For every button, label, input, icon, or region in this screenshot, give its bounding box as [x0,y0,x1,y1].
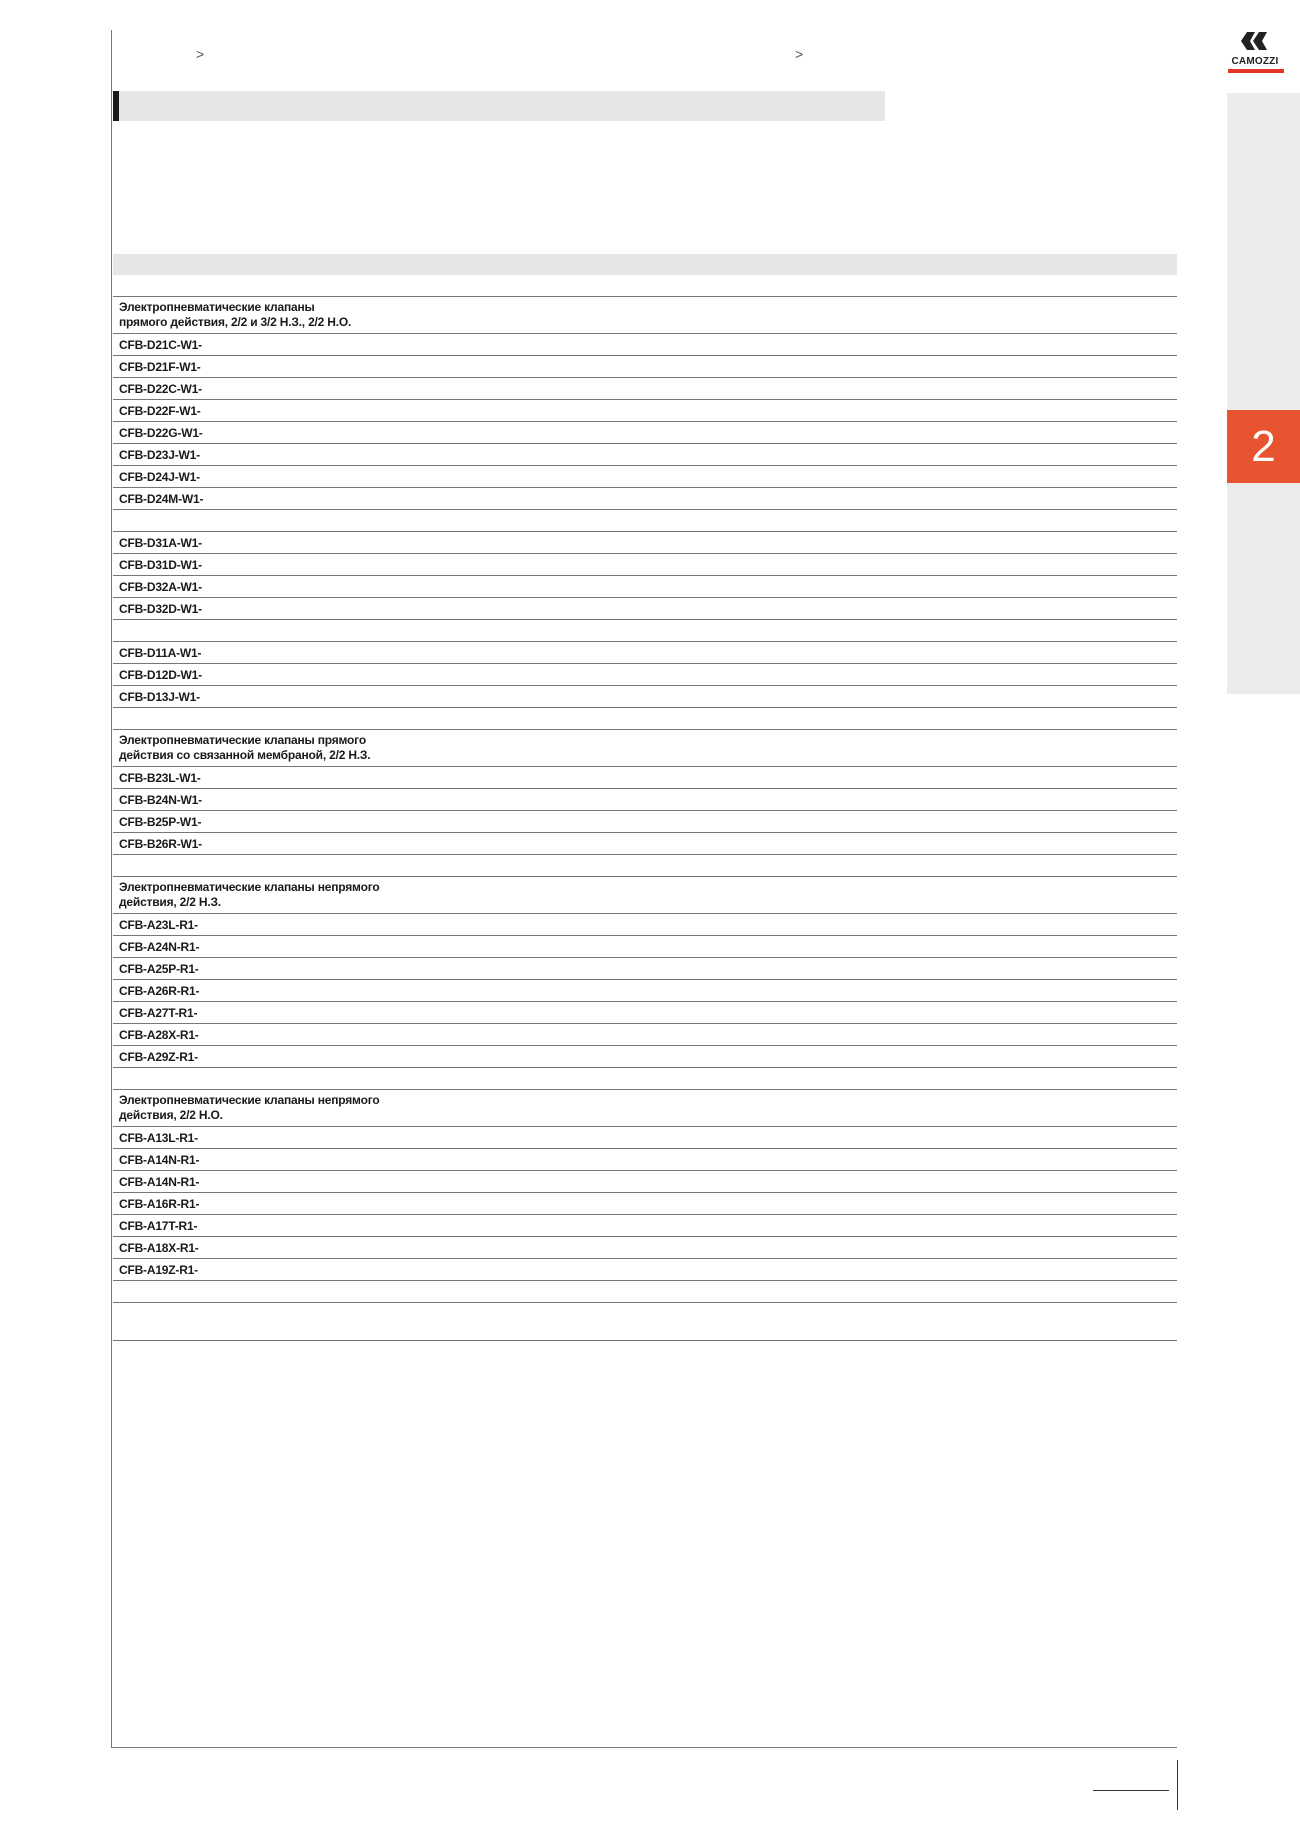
model-code: CFB-B24N-W1- [119,792,202,807]
model-code: CFB-A24N-R1- [119,939,200,954]
table-row [113,1237,1177,1259]
table-row [113,1046,1177,1068]
model-code: CFB-D32D-W1- [119,601,202,616]
table-row [113,488,1177,510]
table-blank-row [113,275,1177,297]
model-code: CFB-A18X-R1- [119,1240,199,1255]
breadcrumb-separator: > [795,46,804,62]
group-title: Электропневматические клапаны прямого действия со связанной мембраной, 2/2 Н.З. [119,733,371,762]
table-row [113,811,1177,833]
table-row [113,1171,1177,1193]
table-group-row [113,1090,1177,1127]
logo-red-bar [1228,69,1284,73]
table-row [113,1149,1177,1171]
model-code: CFB-D22F-W1- [119,403,201,418]
model-code: CFB-A25P-R1- [119,961,199,976]
group-title: Электропневматические клапаны непрямого действия, 2/2 Н.О. [119,1093,380,1122]
model-code: CFB-D21F-W1- [119,359,201,374]
table-row [113,576,1177,598]
table-row [113,400,1177,422]
table-blank-row [113,510,1177,532]
model-code: CFB-D12D-W1- [119,667,202,682]
table-row [113,422,1177,444]
model-code: CFB-A19Z-R1- [119,1262,198,1277]
table-row [113,914,1177,936]
model-code: CFB-D23J-W1- [119,447,200,462]
model-code: CFB-A16R-R1- [119,1196,200,1211]
table-row [113,958,1177,980]
table-blank-row [113,855,1177,877]
model-code: CFB-B25P-W1- [119,814,202,829]
model-code: CFB-B26R-W1- [119,836,202,851]
breadcrumb-separator: > [196,46,205,62]
table-row [113,378,1177,400]
group-title: Электропневматические клапаны непрямого действия, 2/2 Н.З. [119,880,380,909]
model-code: CFB-B23L-W1- [119,770,201,785]
table-blank-row [113,1068,1177,1090]
product-table [113,254,1177,1341]
model-code: CFB-A17T-R1- [119,1218,198,1233]
table-row [113,1215,1177,1237]
table-row [113,554,1177,576]
model-code: CFB-D22G-W1- [119,425,203,440]
group-title: Электропневматические клапаны прямого действия, 2/2 и 3/2 Н.З., 2/2 Н.О. [119,300,352,329]
camozzi-logo-text: CAMOZZI [1231,56,1279,67]
model-code: CFB-D31D-W1- [119,557,202,572]
page-corner-rule [1177,1760,1178,1810]
table-group-row [113,730,1177,767]
model-code: CFB-A14N-R1- [119,1174,200,1189]
table-row [113,356,1177,378]
table-row [113,334,1177,356]
table-row [113,686,1177,708]
model-code: CFB-D13J-W1- [119,689,200,704]
model-code: CFB-D32A-W1- [119,579,202,594]
left-margin-rule [111,30,112,1748]
table-row [113,767,1177,789]
bottom-margin-rule [111,1747,1177,1748]
table-row [113,789,1177,811]
table-row [113,642,1177,664]
model-code: CFB-A29Z-R1- [119,1049,198,1064]
table-group-row [113,877,1177,914]
table-row [113,466,1177,488]
model-code: CFB-D24M-W1- [119,491,204,506]
model-code: CFB-D21C-W1- [119,337,202,352]
table-row [113,833,1177,855]
table-group-row [113,297,1177,334]
camozzi-logo-icon [1225,28,1285,74]
table-header-row [113,254,1177,275]
section-title-bar [113,91,885,121]
table-row [113,532,1177,554]
table-row [113,936,1177,958]
model-code: CFB-D22C-W1- [119,381,202,396]
table-row [113,1259,1177,1281]
model-code: CFB-A27T-R1- [119,1005,198,1020]
section-title-marker [113,91,119,121]
table-row [113,444,1177,466]
model-code: CFB-A23L-R1- [119,917,198,932]
table-blank-row [113,620,1177,642]
model-code: CFB-A14N-R1- [119,1152,200,1167]
table-row [113,598,1177,620]
chapter-number-tab[interactable]: 2 [1227,410,1300,483]
model-code: CFB-D11A-W1- [119,645,202,660]
model-code: CFB-D31A-W1- [119,535,202,550]
table-blank-row [113,1303,1177,1341]
page-number-line [1093,1790,1169,1791]
table-row [113,664,1177,686]
table-row [113,980,1177,1002]
table-blank-row [113,708,1177,730]
table-blank-row [113,1281,1177,1303]
table-row [113,1127,1177,1149]
model-code: CFB-A13L-R1- [119,1130,198,1145]
table-row [113,1193,1177,1215]
table-row [113,1024,1177,1046]
model-code: CFB-A26R-R1- [119,983,200,998]
model-code: CFB-D24J-W1- [119,469,200,484]
chapter-side-tab[interactable] [1227,93,1300,694]
table-row [113,1002,1177,1024]
model-code: CFB-A28X-R1- [119,1027,199,1042]
